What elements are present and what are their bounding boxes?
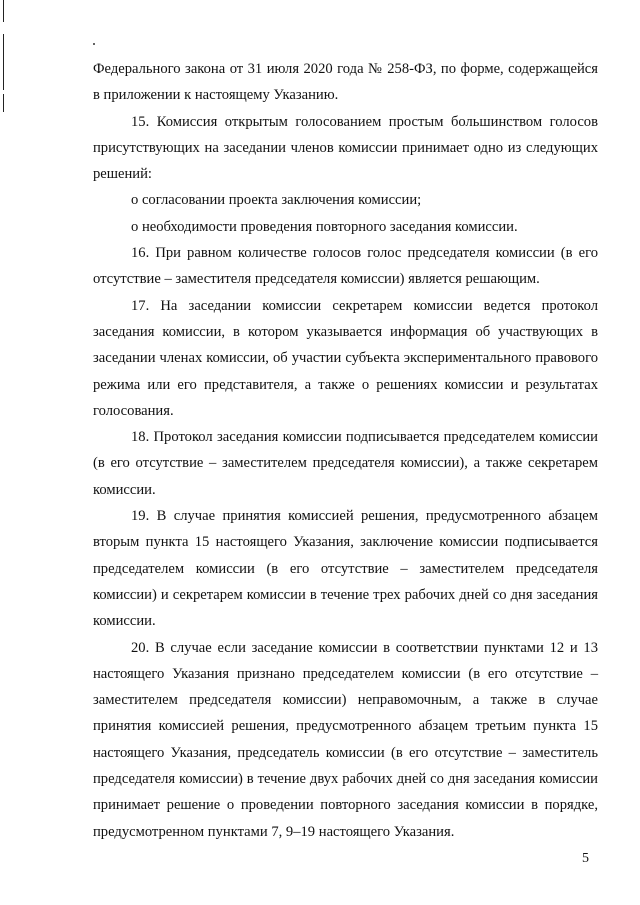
page-number: 5 bbox=[582, 851, 589, 866]
paragraph-17: 17. На заседании комиссии секретарем комиссии ведется протокол заседания комиссии, в котором указывается информация об участвующих в заседании членах комиссии, об участии субъекта экспериментального правового режима или его представителя, а также о решениях комиссии и результатах голосования. bbox=[93, 297, 598, 419]
scan-margin-mark bbox=[3, 94, 4, 112]
paragraph-18: 18. Протокол заседания комиссии подписывается председателем комиссии (в его отсутствие – заместителем председателя комиссии), а также секретарем комиссии. bbox=[93, 429, 598, 498]
paragraph-15: 15. Комиссия открытым голосованием простым большинством голосов присутствующих на заседании членов комиссии принимает одно из следующих решений: bbox=[93, 113, 598, 183]
scan-dot bbox=[93, 43, 95, 45]
document-body bbox=[93, 56, 598, 845]
scan-margin-mark bbox=[3, 34, 4, 90]
paragraph-16: 16. При равном количестве голосов голос председателя комиссии (в его отсутствие – заместителя председателя комиссии) является решающим. bbox=[93, 245, 598, 288]
scan-margin-mark bbox=[3, 0, 4, 22]
paragraph-continuation: Федерального закона от 31 июля 2020 года № 258-ФЗ, по форме, содержащейся в приложении к настоящему Указанию. bbox=[93, 61, 598, 104]
paragraph-15-option-1: о согласовании проекта заключения комиссии; bbox=[131, 192, 422, 209]
paragraph-15-option-2: о необходимости проведения повторного заседания комиссии. bbox=[131, 218, 518, 235]
paragraph-19: 19. В случае принятия комиссией решения, предусмотренного абзацем вторым пункта 15 настоящего Указания, заключение комиссии подписывается председателем комиссии (в его отсутствие – заместителем председателя комиссии) и секретарем комиссии в течение трех рабочих дней со дня заседания комиссии. bbox=[93, 508, 598, 630]
paragraph-20: 20. В случае если заседание комиссии в соответствии пунктами 12 и 13 настоящего Указания признано председателем комиссии (в его отсутствие – заместителем председателя комиссии) неправомочным, а также в случае принятия комиссией решения, предусмотренного абзацем третьим пункта 15 настоящего Указания, председатель комиссии (в его отсутствие – заместитель председателя комиссии) в течение двух рабочих дней со дня заседания комиссии принимает решение о проведении повторного заседания комиссии в порядке, предусмотренном пунктами 7, 9–19 настоящего Указания. bbox=[93, 639, 598, 840]
